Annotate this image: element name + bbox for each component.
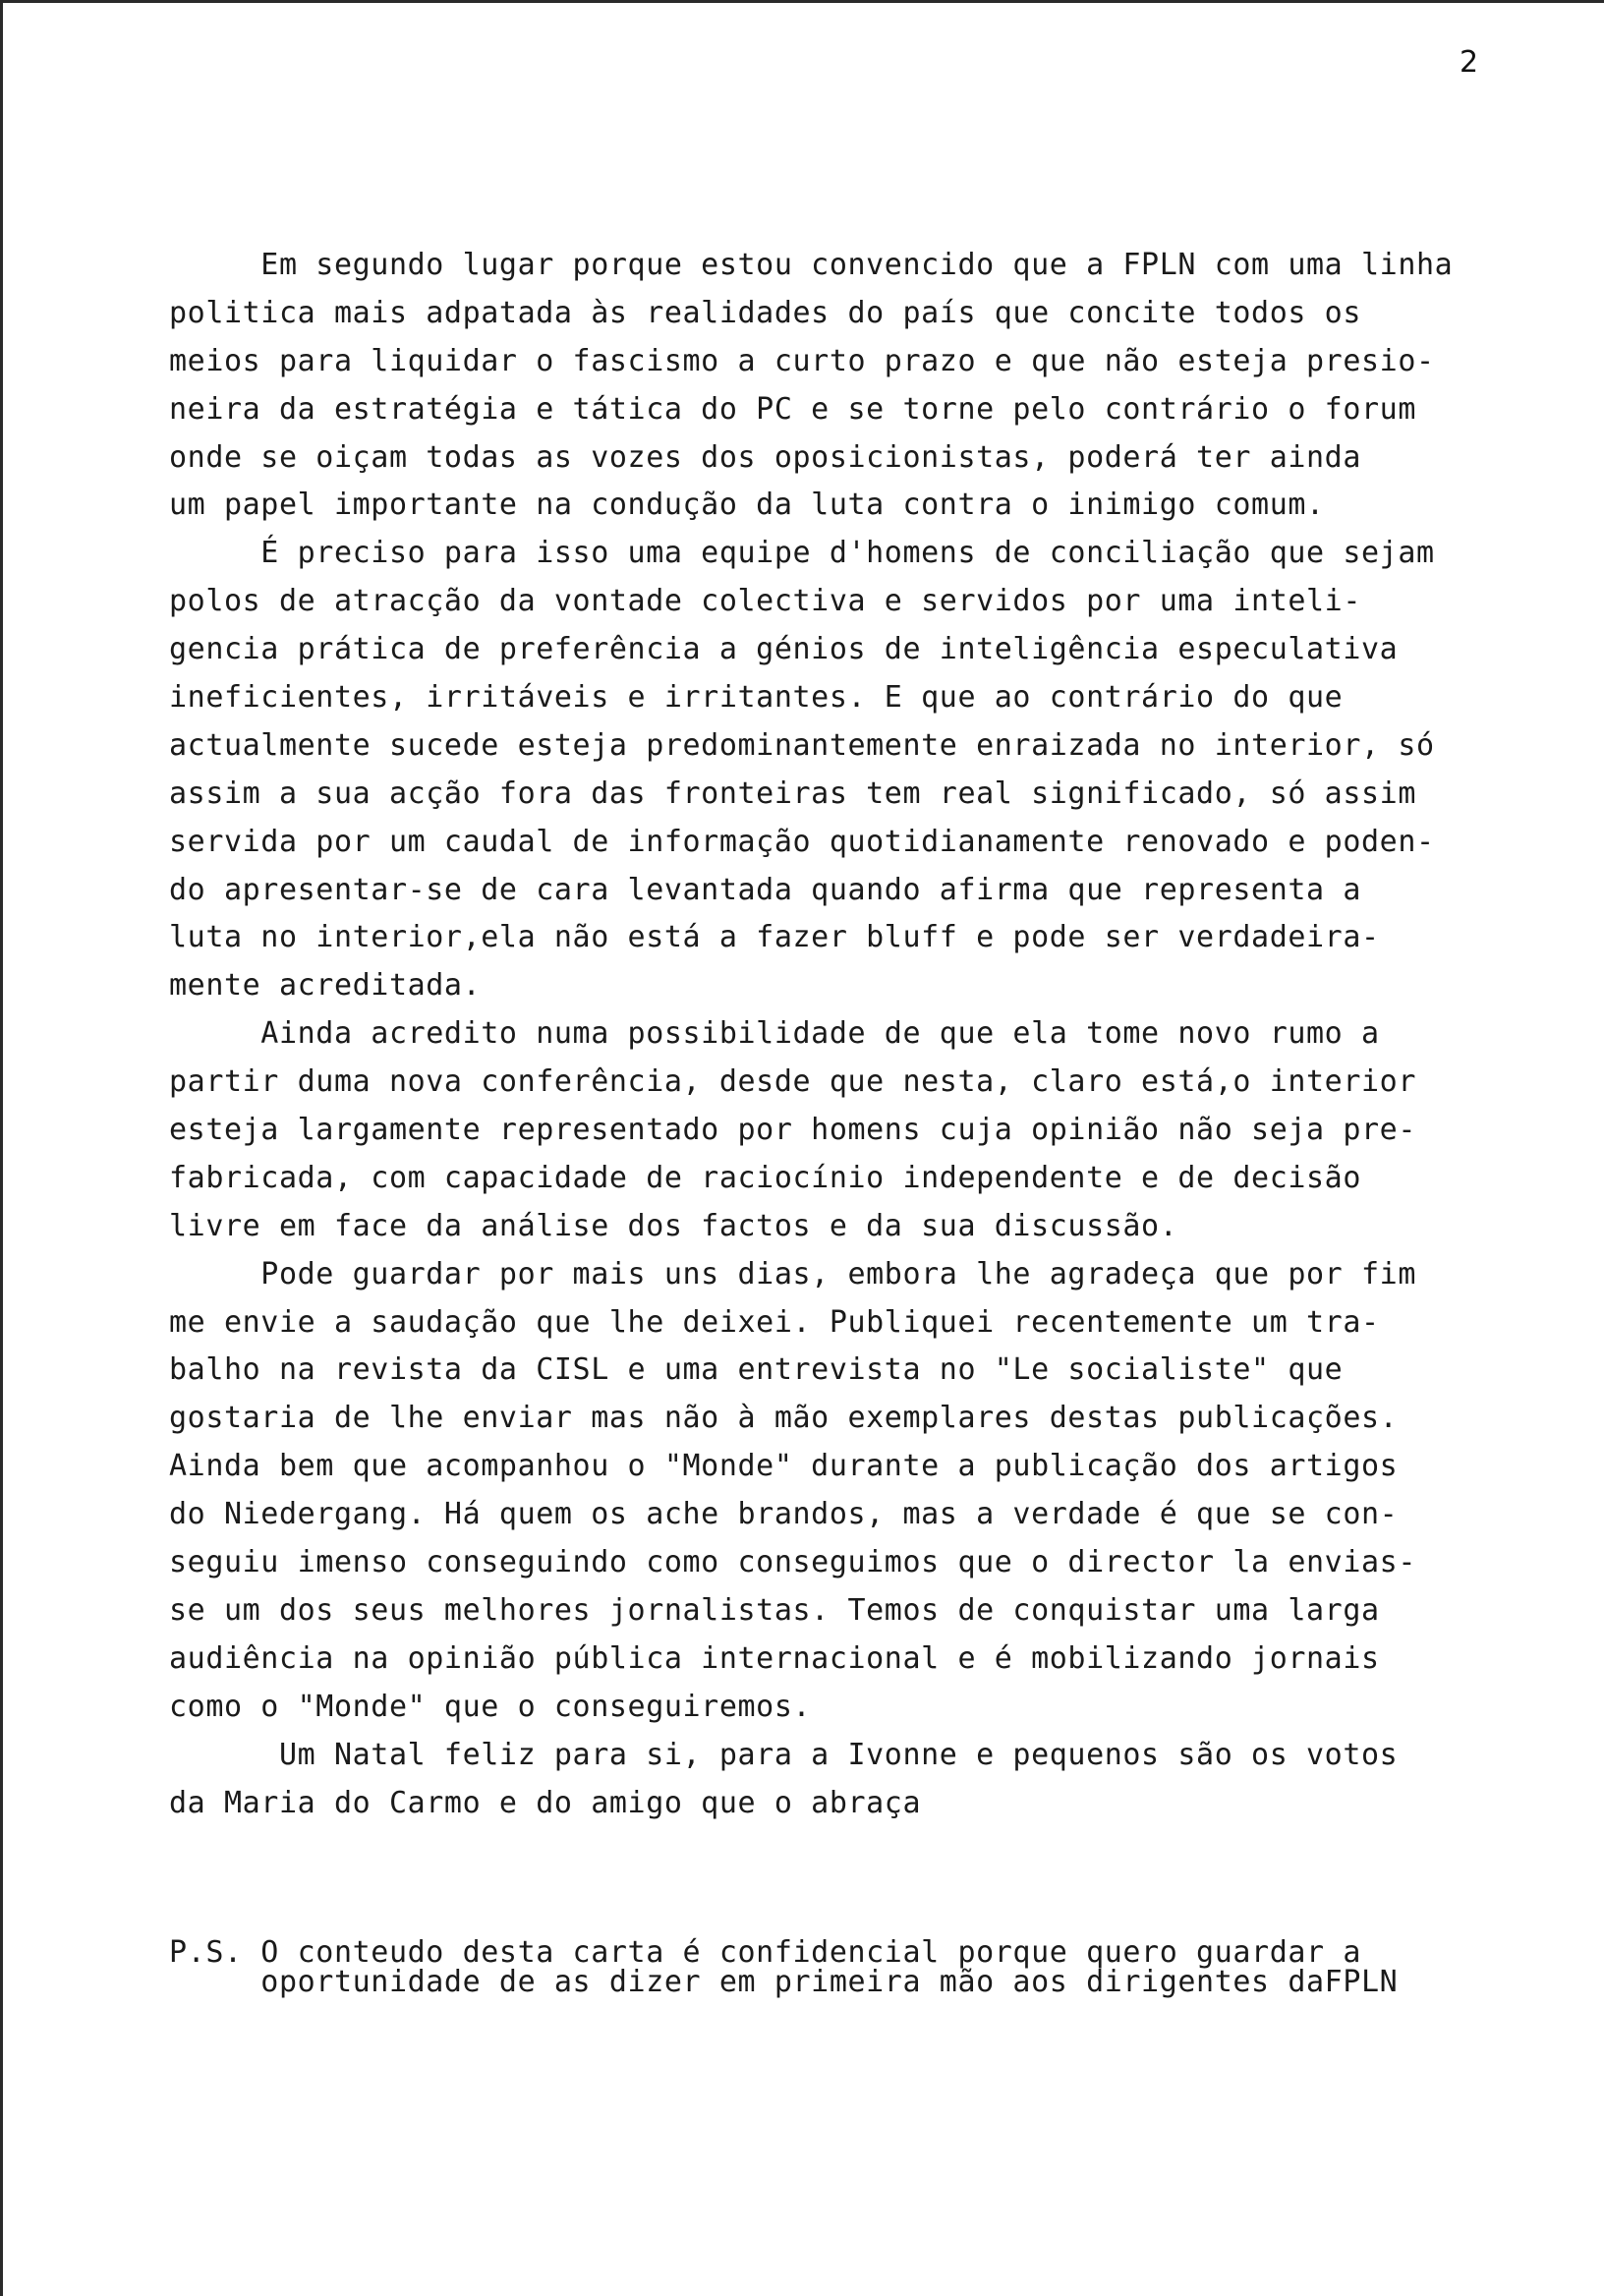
text-line: balho na revista da CISL e uma entrevista no "Le socialiste" que xyxy=(169,1352,1344,1388)
text-line: politica mais adpatada às realidades do país que concite todos os xyxy=(169,295,1361,330)
text-line: actualmente sucede esteja predominantemente enraizada no interior, só xyxy=(169,727,1435,763)
postscript xyxy=(169,1935,1565,1999)
text-line: onde se oiçam todas as vozes dos oposicionistas, poderá ter ainda xyxy=(169,439,1361,475)
text-line: livre em face da análise dos factos e da sua discussão. xyxy=(169,1208,1178,1243)
text-line: partir duma nova conferência, desde que nesta, claro está,o interior xyxy=(169,1064,1416,1100)
text-line: gencia prática de preferência a génios de inteligência especulativa xyxy=(169,632,1399,667)
text-line: um papel importante na condução da luta contra o inimigo comum. xyxy=(169,488,1325,523)
text-line: da Maria do Carmo e do amigo que o abraça xyxy=(169,1785,922,1820)
text-line: como o "Monde" que o conseguiremos. xyxy=(169,1689,812,1724)
text-line: gostaria de lhe enviar mas não à mão exemplares destas publicações. xyxy=(169,1401,1399,1436)
text-line: assim a sua acção fora das fronteiras tem real significado, só assim xyxy=(169,775,1416,811)
text-line: do apresentar-se de cara levantada quando afirma que representa a xyxy=(169,872,1361,907)
text-line: Ainda acredito numa possibilidade de que ela tome novo rumo a xyxy=(169,1016,1380,1052)
text-line: esteja largamente representado por homens cuja opinião não seja pre- xyxy=(169,1113,1416,1148)
text-line: audiência na opinião pública internacional e é mobilizando jornais xyxy=(169,1640,1380,1676)
page-number: 2 xyxy=(1460,45,1479,80)
text-line: Em segundo lugar porque estou convencido que a FPLN com uma linha xyxy=(169,248,1454,282)
scan-edge-top xyxy=(0,0,1604,3)
scan-edge-left xyxy=(0,0,3,2296)
text-line: do Niedergang. Há quem os ache brandos, mas a verdade é que se con- xyxy=(169,1497,1399,1532)
text-line: polos de atracção da vontade colectiva e servidos por uma inteli- xyxy=(169,584,1361,619)
text-line: se um dos seus melhores jornalistas. Temos de conquistar uma larga xyxy=(169,1592,1380,1628)
text-line: fabricada, com capacidade de raciocínio independente e de decisão xyxy=(169,1160,1361,1195)
text-line: me envie a saudação que lhe deixei. Publiquei recentemente um tra- xyxy=(169,1304,1380,1340)
text-line: Pode guardar por mais uns dias, embora lhe agradeça que por fim xyxy=(169,1256,1416,1292)
text-line: meios para liquidar o fascismo a curto prazo e que não esteja presio- xyxy=(169,343,1435,378)
text-line: Um Natal feliz para si, para a Ivonne e pequenos são os votos xyxy=(169,1737,1399,1772)
letter-body xyxy=(169,242,1565,1827)
postscript-line: oportunidade de as dizer em primeira mão aos dirigentes daFPLN xyxy=(169,1965,1399,1999)
text-line: seguiu imenso conseguindo como conseguimos que o director la envias- xyxy=(169,1545,1416,1580)
text-line: ineficientes, irritáveis e irritantes. E que ao contrário do que xyxy=(169,680,1344,716)
text-line: É preciso para isso uma equipe d'homens de conciliação que sejam xyxy=(169,536,1435,571)
text-line: neira da estratégia e tática do PC e se torne pelo contrário o forum xyxy=(169,391,1416,427)
text-line: Ainda bem que acompanhou o "Monde" durante a publicação dos artigos xyxy=(169,1449,1399,1484)
text-line: mente acreditada. xyxy=(169,968,482,1004)
text-line: servida por um caudal de informação quotidianamente renovado e poden- xyxy=(169,824,1435,859)
text-line: luta no interior,ela não está a fazer bluff e pode ser verdadeira- xyxy=(169,920,1380,955)
postscript-line: P.S. O conteudo desta carta é confidencial porque quero guardar a xyxy=(169,1935,1361,1970)
